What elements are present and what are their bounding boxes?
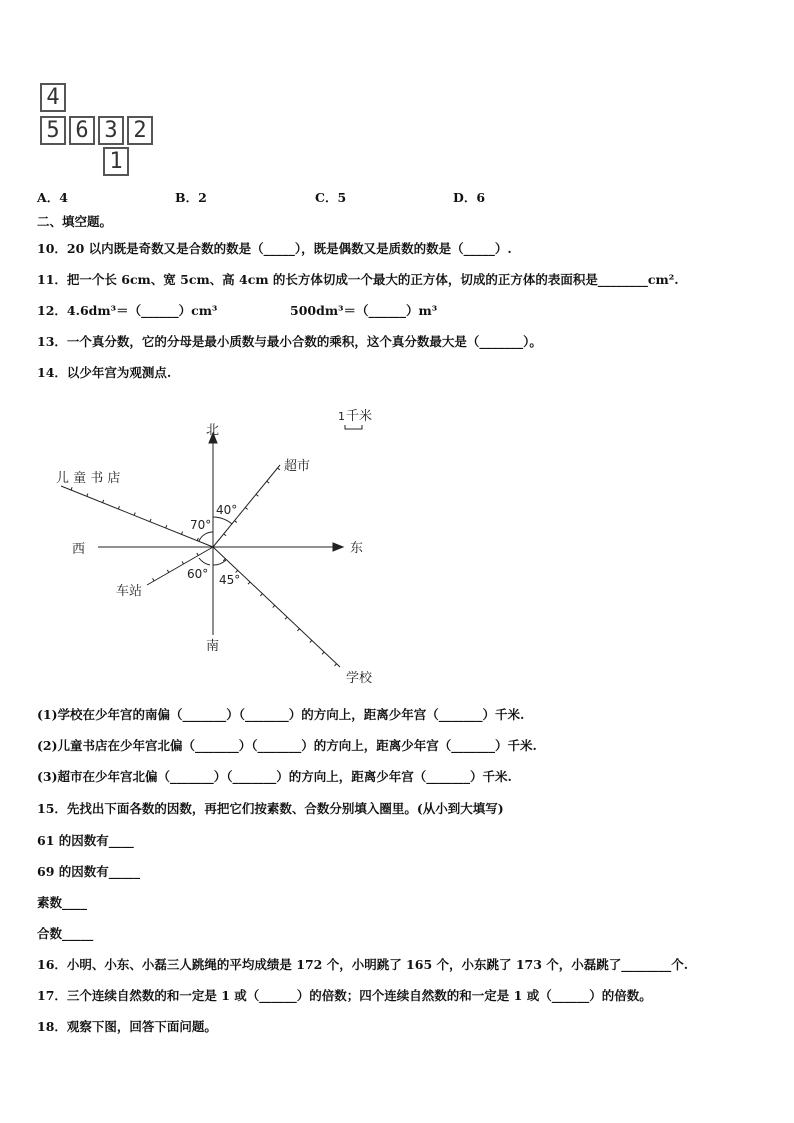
question-14: 14．以少年宫为观测点. (37, 365, 172, 380)
question-16: 16．小明、小东、小磊三人跳绳的平均成绩是 172 个，小明跳了 165 个，小东跳了 173 个，小磊跳了________个. (37, 957, 689, 972)
tick-mark (224, 534, 226, 536)
arc-70 (199, 532, 213, 541)
label-station: 车站 (116, 584, 143, 599)
question-14-part-2: (2)儿童书店在少年宫北偏（_______）（_______）的方向上，距离少年宫（_______）千米. (37, 738, 537, 753)
tick-mark (260, 594, 262, 596)
option-b[interactable]: B．2 (175, 190, 207, 205)
net-cell-top: 4 (40, 83, 66, 112)
label-north: 北 (206, 423, 220, 438)
arc-60 (199, 558, 210, 565)
ray-school (213, 547, 340, 667)
angle-60-label: 60° (187, 567, 209, 581)
tick-mark (134, 513, 135, 516)
tick-mark (103, 500, 104, 503)
label-school: 学校 (346, 671, 373, 686)
question-14-part-3: (3)超市在少年宫北偏（_______）（_______）的方向上，距离少年宫（_______）千米. (37, 769, 512, 784)
question-18: 18．观察下图，回答下面问题。 (37, 1019, 217, 1034)
angle-45-label: 45° (219, 573, 241, 587)
composite-numbers: 合数_____ (37, 926, 94, 941)
tick-mark (150, 519, 151, 522)
question-12-part-a: 12．4.6dm³＝（______）cm³ (37, 303, 218, 318)
option-a[interactable]: A．4 (37, 190, 68, 205)
tick-mark (197, 553, 198, 556)
tick-mark (166, 525, 167, 528)
tick-mark (322, 652, 324, 654)
angle-40-label: 40° (216, 503, 238, 517)
question-10: 10．20 以内既是奇数又是合数的数是（_____），既是偶数又是质数的数是（_____）. (37, 241, 512, 256)
tick-mark (87, 494, 88, 497)
label-bookstore: 儿 童 书 店 (56, 471, 121, 486)
arc-40 (213, 517, 232, 524)
tick-mark (153, 578, 154, 581)
label-east: 东 (350, 541, 364, 556)
scale-number: 1 (338, 410, 345, 423)
tick-mark (235, 521, 237, 523)
net-cell-bottom: 1 (103, 147, 129, 176)
factors-69: 69 的因数有_____ (37, 864, 140, 879)
question-13: 13．一个真分数，它的分母是最小质数与最小合数的乘积，这个真分数最大是（_______）。 (37, 334, 542, 349)
tick-mark (335, 664, 337, 666)
question-11: 11．把一个长 6cm、宽 5cm、高 4cm 的长方体切成一个最大的正方体，切成的正方体的表面积是________cm². (37, 272, 679, 287)
label-south: 南 (206, 639, 220, 654)
tick-mark (278, 468, 280, 470)
scale-bar (345, 425, 362, 429)
tick-mark (297, 629, 299, 631)
tick-mark (167, 570, 168, 573)
tick-mark (267, 481, 269, 483)
factors-61: 61 的因数有____ (37, 833, 134, 848)
net-cell-4: 2 (127, 116, 153, 145)
tick-mark (273, 605, 275, 607)
tick-mark (182, 561, 183, 564)
angle-70-label: 70° (190, 518, 212, 532)
question-14-part-1: (1)学校在少年宫的南偏（_______）（_______）的方向上，距离少年宫（_______）千米. (37, 707, 525, 722)
net-cell-3: 3 (98, 116, 124, 145)
net-cell-2: 6 (69, 116, 95, 145)
tick-mark (118, 506, 119, 509)
tick-mark (256, 494, 258, 496)
tick-mark (181, 532, 182, 535)
section-title: 二、填空题。 (37, 214, 113, 229)
option-d[interactable]: D．6 (453, 190, 486, 205)
label-supermarket: 超市 (284, 459, 311, 474)
tick-mark (197, 538, 198, 541)
tick-mark (310, 640, 312, 642)
east-arrow-icon (333, 543, 343, 551)
prime-numbers: 素数____ (37, 895, 88, 910)
question-12-part-b: 500dm³＝（______）m³ (290, 303, 438, 318)
net-cell-1: 5 (40, 116, 66, 145)
ray-bookstore (61, 486, 213, 547)
tick-mark (245, 508, 247, 510)
scale-unit: 千米 (346, 409, 373, 424)
label-west: 西 (72, 542, 86, 557)
tick-mark (71, 487, 72, 490)
option-c[interactable]: C．5 (315, 190, 347, 205)
tick-mark (248, 582, 250, 584)
tick-mark (285, 617, 287, 619)
question-17: 17．三个连续自然数的和一定是 1 或（______）的倍数；四个连续自然数的和一定是 1 或（______）的倍数。 (37, 988, 652, 1003)
question-15: 15．先找出下面各数的因数，再把它们按素数、合数分别填入圈里。(从小到大填写) (37, 801, 504, 816)
